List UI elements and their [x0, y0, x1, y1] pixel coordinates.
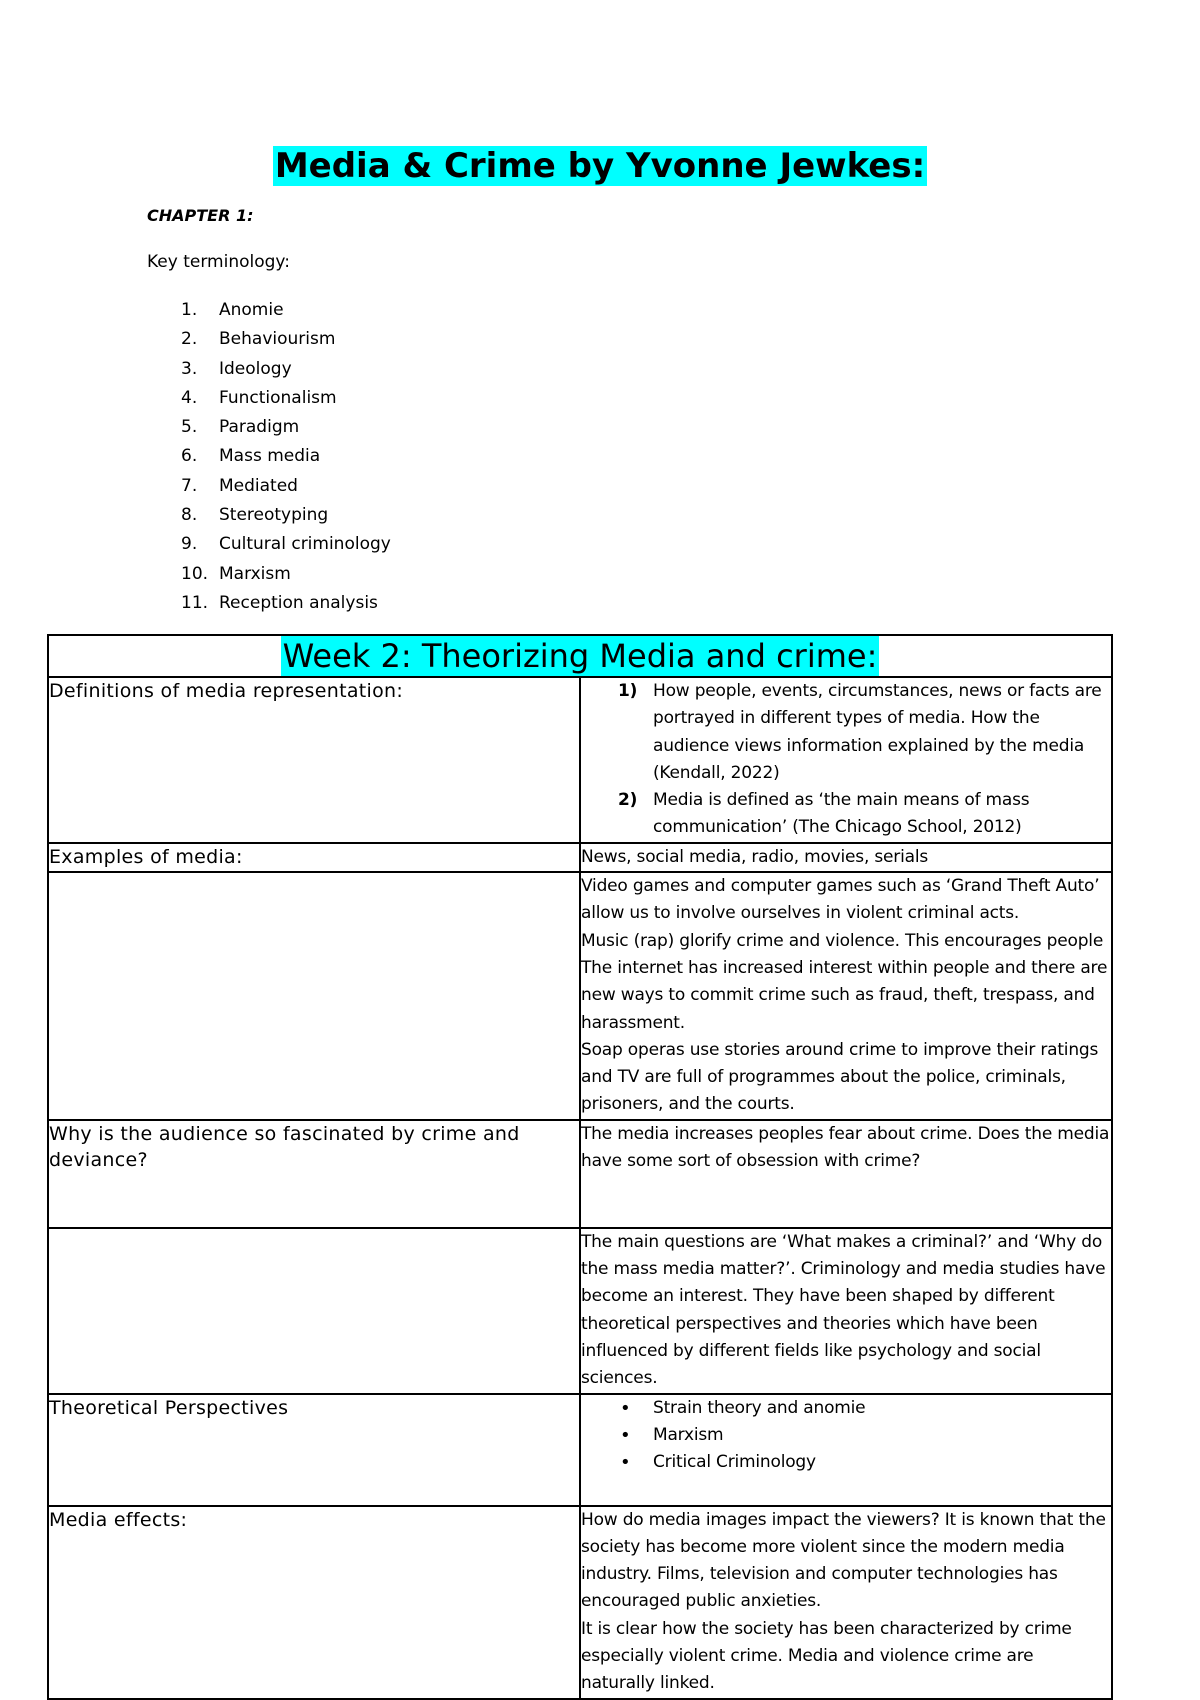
table-row-theoretical	[48, 1394, 1112, 1506]
table-row-questions	[48, 1228, 1112, 1394]
row-label: Examples of media:	[48, 843, 580, 872]
term-item: 11. Reception analysis	[181, 592, 378, 613]
term-item: 4. Functionalism	[181, 387, 337, 408]
row-content: The main questions are ‘What makes a criminal?’ and ‘Why do the mass media matter?’. Criminology and media studies have become an interest. They have been shaped by different theoretical perspectives and theories which have been influenced by different fields like psychology and social sciences.	[580, 1228, 1112, 1394]
row-label: Theoretical Perspectives	[48, 1394, 580, 1506]
term-item: 5. Paradigm	[181, 417, 300, 438]
key-terminology-label: Key terminology:	[147, 252, 290, 272]
document-title: Media & Crime by Yvonne Jewkes:	[274, 146, 926, 186]
term-item: 10. Marxism	[181, 563, 291, 584]
theory-item: • Strain theory and anomie	[653, 1395, 1111, 1422]
week-2-table	[47, 634, 1113, 1700]
row-label: Why is the audience so fascinated by crime and deviance?	[48, 1120, 580, 1228]
row-content	[580, 1394, 1112, 1506]
term-item: 3. Ideology	[181, 358, 292, 379]
paragraph: Video games and computer games such as ‘Grand Theft Auto’ allow us to involve ourselves in violent criminal acts.	[581, 876, 1100, 924]
table-row-definitions	[48, 677, 1112, 843]
row-content: The media increases peoples fear about crime. Does the media have some sort of obsession with crime?	[580, 1120, 1112, 1228]
title-container	[0, 146, 1200, 186]
chapter-heading: CHAPTER 1:	[147, 206, 254, 225]
definition-item: 1) How people, events, circumstances, news or facts are portrayed in different types of media. How the audience views information explained by the media (Kendall, 2022)	[618, 681, 1102, 783]
key-terms-list	[147, 296, 391, 618]
table-header-row	[48, 635, 1112, 677]
term-item: 2. Behaviourism	[181, 329, 336, 350]
row-content	[580, 1506, 1112, 1699]
definitions-list	[581, 678, 1111, 842]
term-item: 6. Mass media	[181, 446, 321, 467]
row-label-empty	[48, 872, 580, 1120]
theory-item: • Critical Criminology	[653, 1449, 1111, 1476]
table-row-fascination	[48, 1120, 1112, 1228]
week-heading: Week 2: Theorizing Media and crime:	[282, 637, 878, 675]
theory-item: • Marxism	[653, 1422, 1111, 1449]
paragraph: The internet has increased interest within people and there are new ways to commit crime such as fraud, theft, trespass, and harassment.	[581, 957, 1108, 1033]
term-item: 7. Mediated	[181, 475, 298, 496]
term-item: 1. Anomie	[181, 300, 284, 320]
table-row-examples	[48, 843, 1112, 872]
theories-list	[581, 1395, 1111, 1477]
definition-item: 2) Media is defined as ‘the main means of mass communication’ (The Chicago School, 2012)	[618, 790, 1030, 838]
table-row-examples-detail	[48, 872, 1112, 1120]
row-content: News, social media, radio, movies, serials	[580, 843, 1112, 872]
paragraph: How do media images impact the viewers? It is known that the society has become more violent since the modern media industry. Films, television and computer technologies has encouraged public anxieties.	[581, 1509, 1106, 1612]
row-content	[580, 872, 1112, 1120]
table-heading-cell	[48, 635, 1112, 677]
row-label: Definitions of media representation:	[48, 677, 580, 843]
term-item: 8. Stereotyping	[181, 505, 329, 526]
row-label: Media effects:	[48, 1506, 580, 1699]
paragraph: It is clear how the society has been characterized by crime especially violent crime. Media and violence crime are naturally linked.	[581, 1618, 1072, 1694]
row-content	[580, 677, 1112, 843]
term-item: 9. Cultural criminology	[181, 534, 391, 555]
paragraph: Soap operas use stories around crime to improve their ratings and TV are full of programmes about the police, criminals, prisoners, and the courts.	[581, 1039, 1099, 1115]
table-row-effects	[48, 1506, 1112, 1699]
row-label-empty	[48, 1228, 580, 1394]
paragraph: Music (rap) glorify crime and violence. This encourages people	[581, 930, 1104, 951]
